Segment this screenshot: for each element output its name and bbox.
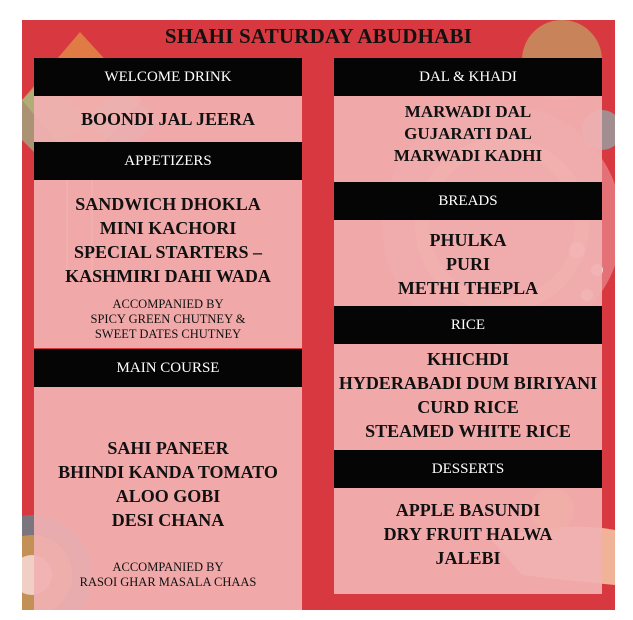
menu-item: APPLE BASUNDI bbox=[395, 500, 541, 520]
menu-item: SAHI PANEER bbox=[107, 438, 229, 458]
note-line: SPICY GREEN CHUTNEY & bbox=[90, 312, 246, 326]
note-line: RASOI GHAR MASALA CHAAS bbox=[79, 575, 257, 589]
note-line: ACCOMPANIED BY bbox=[112, 560, 224, 574]
note-line: ACCOMPANIED BY bbox=[112, 297, 224, 311]
section-items-breads bbox=[334, 228, 602, 300]
section-header-dal-khadi: DAL & KHADI bbox=[334, 58, 602, 96]
section-items-rice bbox=[334, 347, 602, 443]
section-note-main-course bbox=[34, 560, 302, 590]
section-header-desserts: DESSERTS bbox=[334, 450, 602, 488]
section-items-main-course bbox=[34, 436, 302, 532]
section-items-dal-khadi bbox=[334, 101, 602, 167]
menu-item: METHI THEPLA bbox=[397, 278, 539, 298]
menu-item: PURI bbox=[446, 254, 490, 274]
menu-item: SPECIAL STARTERS – bbox=[73, 242, 263, 262]
section-header-rice: RICE bbox=[334, 306, 602, 344]
menu-item: BHINDI KANDA TOMATO bbox=[58, 462, 278, 482]
menu-item: JALEBI bbox=[435, 548, 501, 568]
menu-item: MARWADI DAL bbox=[404, 102, 532, 121]
section-items-welcome-drink bbox=[34, 107, 302, 131]
menu-item: SANDWICH DHOKLA bbox=[75, 194, 261, 214]
menu-item: DRY FRUIT HALWA bbox=[383, 524, 553, 544]
section-header-breads: BREADS bbox=[334, 182, 602, 220]
note-line: SWEET DATES CHUTNEY bbox=[94, 327, 242, 341]
menu-item: MARWADI KADHI bbox=[393, 146, 543, 165]
menu-poster bbox=[22, 20, 615, 610]
menu-item: MINI KACHORI bbox=[99, 218, 237, 238]
section-header-main-course: MAIN COURSE bbox=[34, 349, 302, 387]
section-items-appetizers bbox=[34, 192, 302, 288]
menu-item: BOONDI JAL JEERA bbox=[80, 109, 256, 129]
section-header-appetizers: APPETIZERS bbox=[34, 142, 302, 180]
menu-item: STEAMED WHITE RICE bbox=[365, 421, 571, 441]
menu-item: PHULKA bbox=[429, 230, 507, 250]
menu-item: ALOO GOBI bbox=[115, 486, 221, 506]
menu-item: KASHMIRI DAHI WADA bbox=[65, 266, 271, 286]
page-title: SHAHI SATURDAY ABUDHABI bbox=[164, 24, 473, 48]
section-header-welcome-drink: WELCOME DRINK bbox=[34, 58, 302, 96]
menu-item: DESI CHANA bbox=[111, 510, 225, 530]
section-items-desserts bbox=[334, 498, 602, 570]
menu-item: KHICHDI bbox=[426, 349, 509, 369]
left-column bbox=[34, 58, 302, 610]
section-note-appetizers bbox=[34, 297, 302, 342]
menu-item: GUJARATI DAL bbox=[404, 124, 532, 143]
menu-item: CURD RICE bbox=[417, 397, 519, 417]
menu-item: HYDERABADI DUM BIRIYANI bbox=[338, 373, 598, 393]
right-column bbox=[334, 58, 602, 610]
